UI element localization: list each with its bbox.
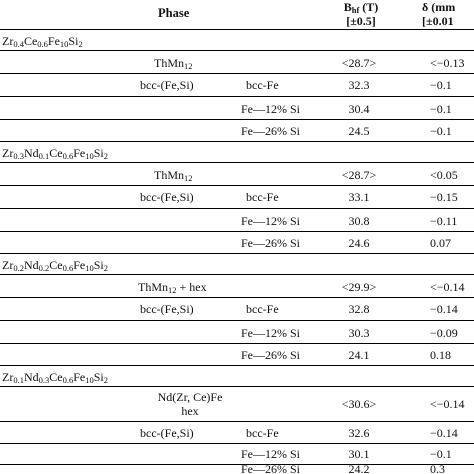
delta-cell: <−0.14: [430, 280, 465, 294]
row-rule: [0, 365, 474, 366]
bhf-cell: <28.7>: [341, 168, 377, 182]
bhf-cell: <29.9>: [341, 280, 377, 294]
row-rule: [0, 421, 474, 422]
delta-cell: <0.05: [430, 168, 458, 182]
phase-cell: Nd(Zr, Ce)Fe hex: [157, 390, 223, 418]
delta-cell: −0.1: [430, 78, 452, 92]
phase-cell: bcc-(Fe,Si): [140, 190, 194, 204]
row-rule: [0, 386, 474, 387]
bhf-cell: 24.2: [348, 462, 370, 474]
subphase-cell: Fe—12% Si: [241, 214, 301, 228]
delta-cell: −0.1: [430, 102, 452, 116]
delta-cell: <−0.14: [430, 397, 465, 411]
bhf-cell: 24.5: [348, 124, 370, 138]
bhf-cell: 30.4: [348, 102, 370, 116]
header-bhf-main: B: [343, 0, 352, 14]
subphase-cell: Fe—26% Si: [241, 462, 301, 474]
row-rule: [0, 343, 474, 344]
header-bhf: [337, 0, 385, 28]
delta-cell: −0.11: [430, 214, 458, 228]
subphase-cell: Fe—26% Si: [241, 124, 301, 138]
header-delta-label: δ (mm: [422, 0, 456, 14]
header-bhf-unit: (T): [359, 0, 379, 14]
delta-cell: 0.18: [430, 348, 451, 362]
header-bhf-error: [±0.5]: [346, 14, 376, 28]
bhf-cell: 24.1: [348, 348, 370, 362]
phase-cell: bcc-(Fe,Si): [140, 426, 194, 440]
subphase-cell: Fe—12% Si: [241, 326, 301, 340]
subphase-cell: bcc-Fe: [246, 78, 279, 92]
subphase-cell: bcc-Fe: [246, 426, 279, 440]
row-rule: [0, 208, 474, 209]
delta-cell: −0.15: [430, 190, 458, 204]
header-bhf-sub: hf: [351, 5, 360, 15]
bhf-cell: <28.7>: [341, 56, 377, 70]
row-rule: [0, 50, 474, 51]
delta-cell: 0.07: [430, 236, 451, 250]
phase-cell: ThMn$_{12}$ + hex: [138, 280, 207, 295]
row-rule: [0, 73, 474, 74]
header-delta: [422, 0, 455, 28]
bhf-cell: 30.3: [348, 326, 370, 340]
bhf-cell: 33.1: [348, 190, 370, 204]
subphase-cell: Fe—26% Si: [241, 236, 301, 250]
row-rule: [0, 119, 474, 120]
row-rule: [0, 231, 474, 232]
row-rule: [0, 141, 474, 142]
row-rule: [0, 185, 474, 186]
delta-cell: <−0.13: [430, 56, 465, 70]
bhf-cell: 32.3: [348, 78, 370, 92]
delta-cell: −0.1: [430, 447, 452, 461]
subphase-cell: Fe—12% Si: [241, 102, 301, 116]
subphase-cell: Fe—12% Si: [241, 447, 301, 461]
row-rule: [0, 274, 474, 275]
delta-cell: −0.1: [430, 124, 452, 138]
bhf-cell: 30.1: [348, 447, 370, 461]
composition-label: $Zr_{0.1}Nd_{0.3}Ce_{0.6}Fe_{10}Si_2$: [2, 370, 108, 385]
composition-label: $Zr_{0.2}Nd_{0.2}Ce_{0.6}Fe_{10}Si_2$: [2, 258, 108, 273]
phase-cell: ThMn$_{12}$: [154, 56, 193, 71]
row-rule: [0, 253, 474, 254]
row-rule: [0, 320, 474, 321]
row-rule: [0, 96, 474, 97]
composition-label: $Zr_{0.3}Nd_{0.1}Ce_{0.6}Fe_{10}Si_2$: [2, 146, 108, 161]
header-phase: Phase: [158, 6, 190, 20]
phase-cell: bcc-(Fe,Si): [140, 78, 194, 92]
phase-cell: bcc-(Fe,Si): [140, 302, 194, 316]
bhf-cell: 32.6: [348, 426, 370, 440]
subphase-cell: bcc-Fe: [246, 302, 279, 316]
composition-label: $Zr_{0.4}Ce_{0.6}Fe_{10}Si_2$: [2, 34, 83, 49]
subphase-cell: bcc-Fe: [246, 190, 279, 204]
delta-cell: −0.14: [430, 426, 458, 440]
delta-cell: 0.3: [430, 462, 445, 474]
subphase-cell: Fe—26% Si: [241, 348, 301, 362]
header-rule: [0, 29, 474, 30]
row-rule: [0, 162, 474, 163]
bhf-cell: 30.8: [348, 214, 370, 228]
bhf-cell: 24.6: [348, 236, 370, 250]
delta-cell: −0.09: [430, 326, 458, 340]
header-delta-error: [±0.01: [422, 14, 454, 28]
phase-cell: ThMn$_{12}$: [154, 168, 193, 183]
bhf-cell: 32.8: [348, 302, 370, 316]
delta-cell: −0.14: [430, 302, 458, 316]
row-rule: [0, 464, 474, 465]
table-header: [0, 0, 474, 28]
row-rule: [0, 443, 474, 444]
row-rule: [0, 297, 474, 298]
bhf-cell: <30.6>: [341, 397, 377, 411]
